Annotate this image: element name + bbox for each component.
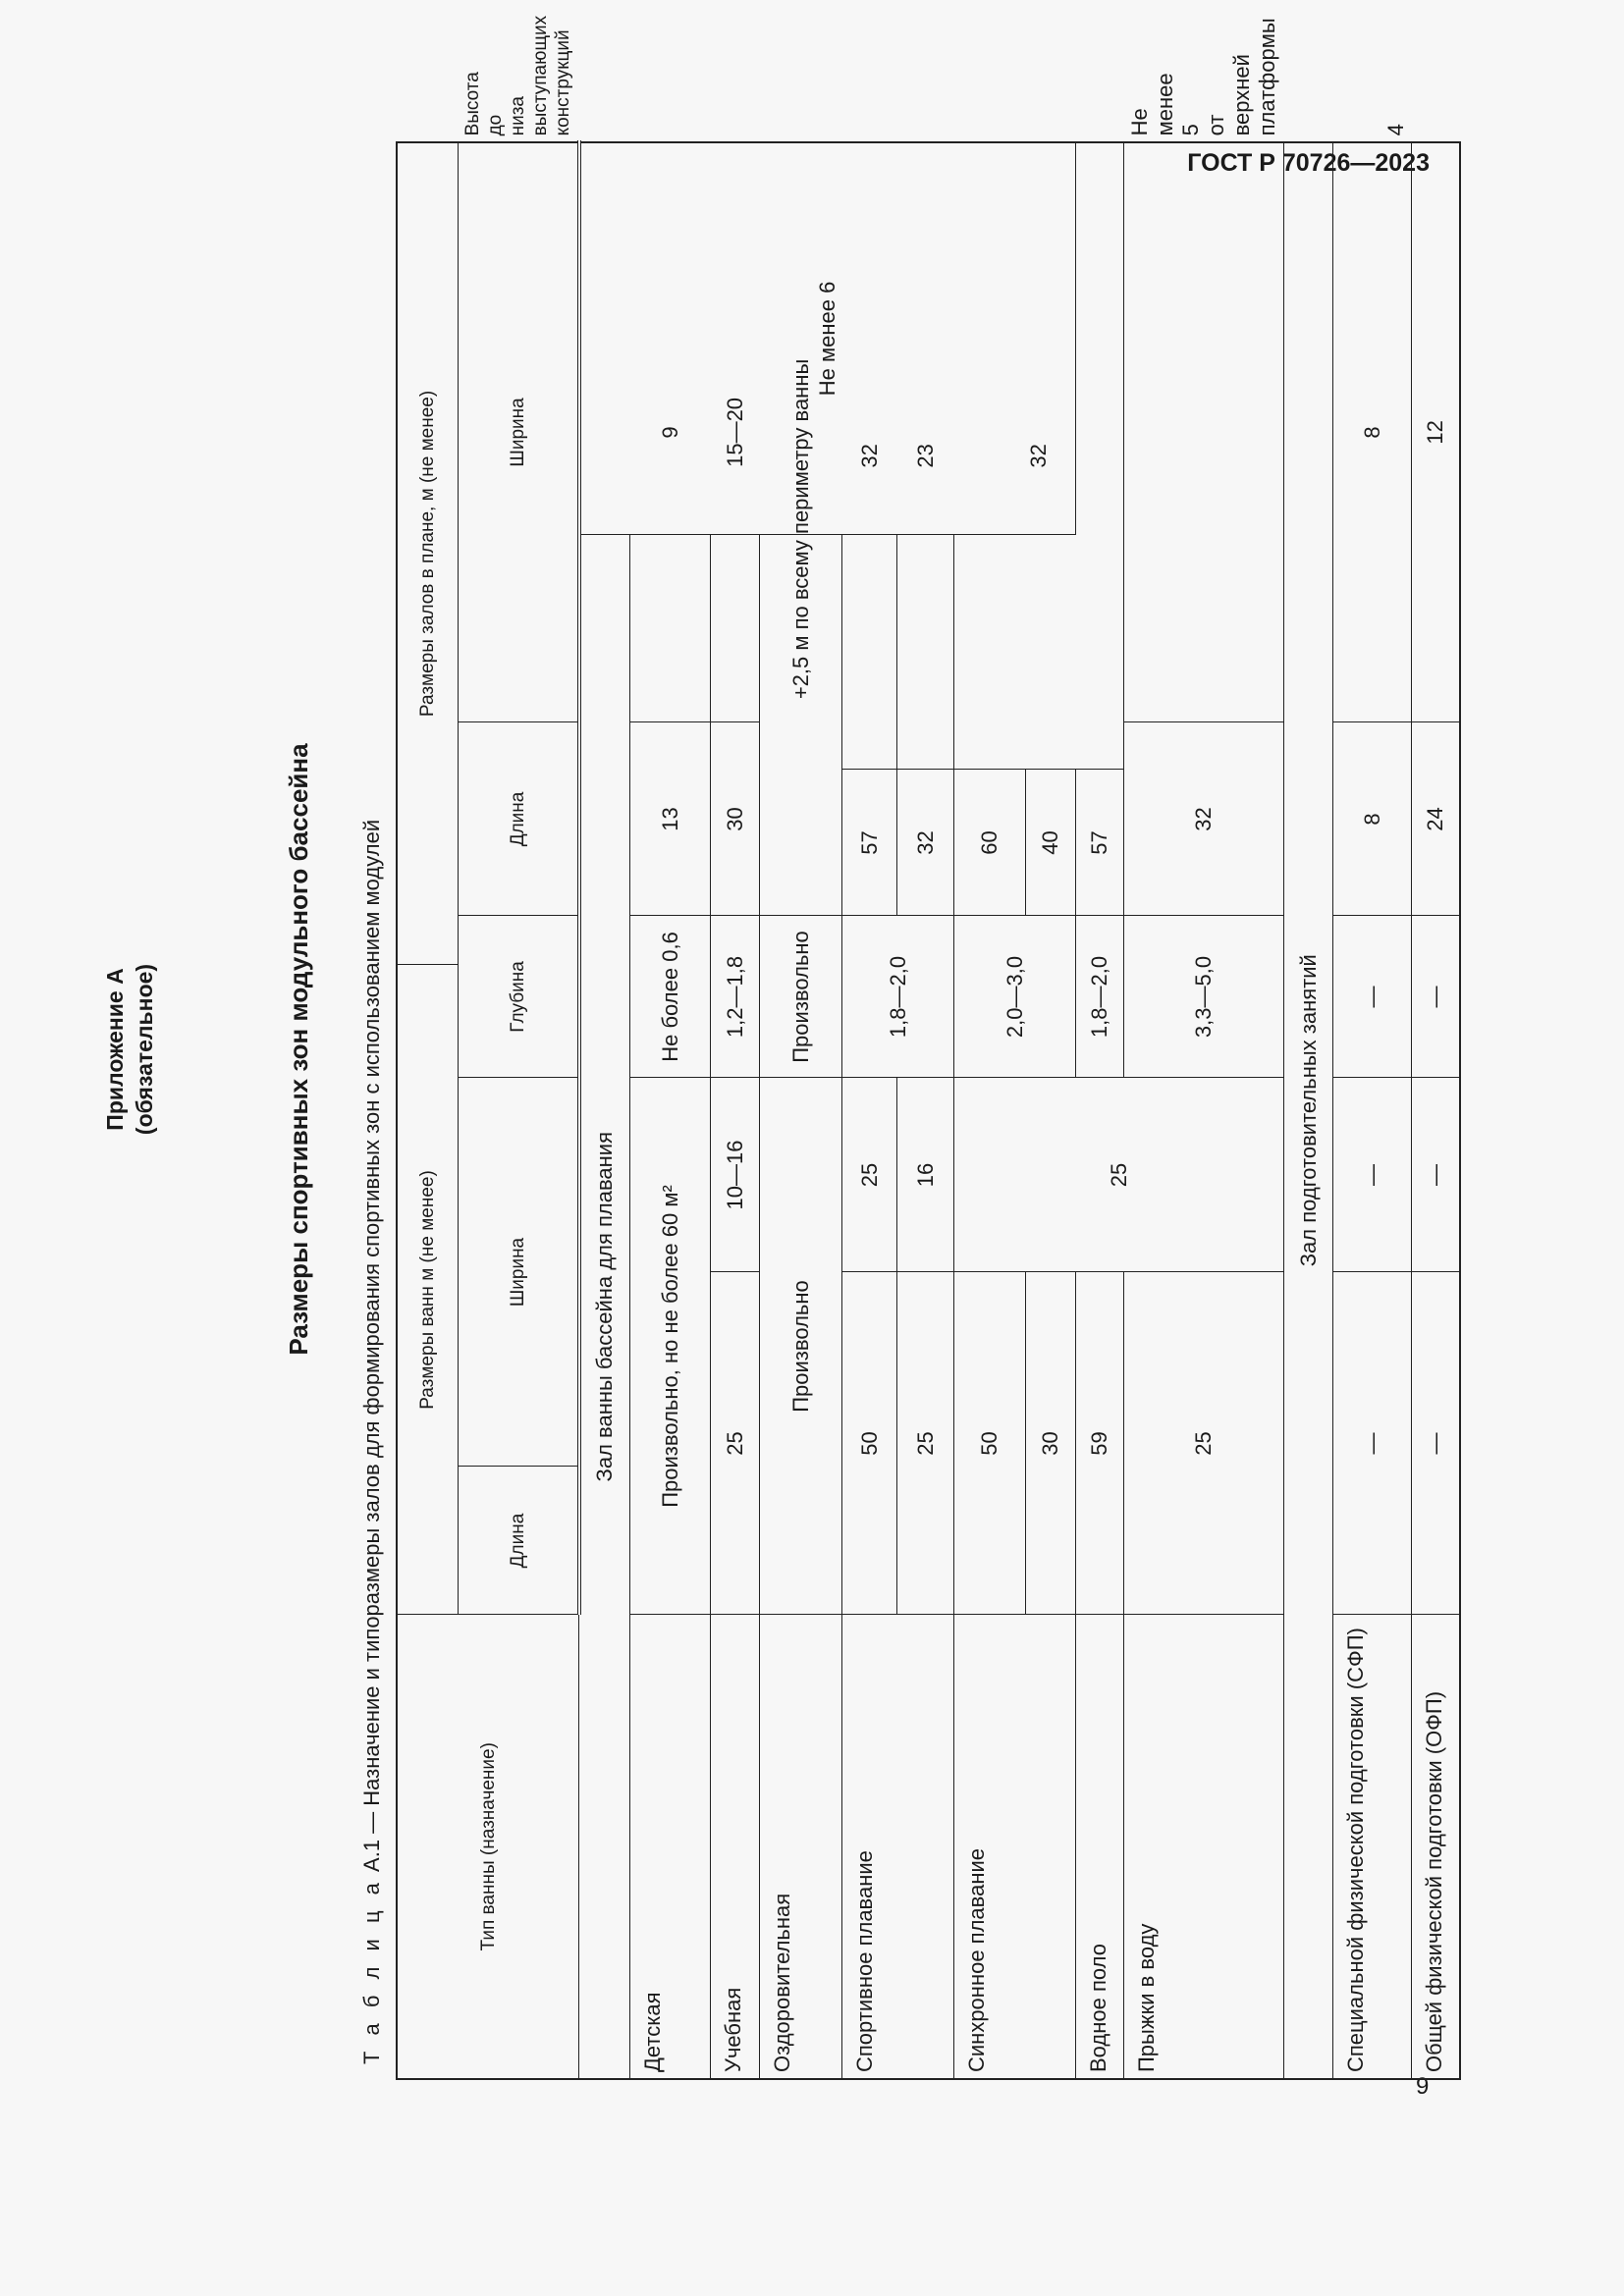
header-hall-width: Ширина — [458, 142, 579, 722]
cell-hall-width-shared: 32 — [954, 142, 1124, 770]
cell-hall-length: 30 — [711, 722, 760, 916]
cell-hall-width: 32 — [842, 142, 897, 770]
cell-width-shared: 25 — [954, 1078, 1284, 1272]
table-row — [954, 142, 1026, 2079]
row-type: Спортивное плавание — [842, 1615, 954, 2079]
page-number: 9 — [1416, 2073, 1430, 2100]
table-row: Прыжки в воду 25 3,3—5,0 32 Не менее 5 от верхней платформы — [1124, 142, 1284, 2079]
header-row-2: Длина Ширина Глубина Длина Ширина Высота до низа выступающих конструкций — [458, 142, 579, 2079]
cell-depth: Произвольно — [760, 916, 842, 1078]
cell-depth: 1,8—2,0 — [1076, 916, 1124, 1078]
table-row: Специальной физической подготовки (СФП) — — — 8 8 4 — [1333, 142, 1412, 2079]
section-pool-hall: Зал ванны бассейна для плавания — [579, 535, 630, 2079]
table-row — [630, 142, 711, 2079]
cell-width: — — [1412, 1078, 1460, 1272]
cell-length: 59 — [1076, 1272, 1124, 1615]
section-row-pool — [579, 142, 630, 2079]
cell-length: — — [1333, 1272, 1412, 1615]
cell-length: 50 — [954, 1272, 1026, 1615]
cell-hall-width: 8 — [1333, 142, 1412, 722]
cell-hall-width: 15—20 — [711, 142, 760, 722]
header-row-1 — [397, 142, 458, 2079]
cell-hall-width: 9 — [630, 142, 711, 722]
row-type: Оздоровительная — [760, 1615, 842, 2079]
cell-length: 25 — [711, 1272, 760, 1615]
cell-hall-length: 24 — [1412, 722, 1460, 916]
row-type: Специальной физической подготовки (СФП) — [1333, 1615, 1412, 2079]
cell-bath-size: Произвольно — [760, 1078, 842, 1615]
cell-hall-width-blank — [1124, 142, 1284, 722]
row-type: Прыжки в воду — [1124, 1615, 1284, 2079]
header-hall-length: Длина — [458, 722, 579, 916]
cell-hall-width: 23 — [897, 142, 954, 770]
cell-hall-width: 12 — [1412, 142, 1460, 722]
table-row — [842, 142, 897, 2079]
appendix-title: Приложение А — [102, 968, 128, 1131]
cell-height-6: Не менее 6 — [579, 142, 1076, 535]
row-type: Общей физической подготовки (ОФП) — [1412, 1615, 1460, 2079]
cell-depth: — — [1412, 916, 1460, 1078]
cell-depth: Не более 0,6 — [630, 916, 711, 1078]
table-caption — [359, 820, 385, 2064]
cell-depth: — — [1333, 916, 1412, 1078]
standard-number: ГОСТ Р 70726—2023 — [1187, 149, 1430, 177]
cell-hall-length: 60 — [954, 770, 1026, 916]
cell-depth: 3,3—5,0 — [1124, 916, 1284, 1078]
header-hall-sizes: Размеры залов в плане, м (не менее) — [397, 142, 458, 965]
cell-hall-length: 8 — [1333, 722, 1412, 916]
section-prep-hall: Зал подготовительных занятий — [1284, 142, 1333, 2079]
cell-width: 16 — [897, 1078, 954, 1272]
cell-bath-size: Произвольно, но не более 60 м² — [630, 1078, 711, 1615]
table-row — [760, 142, 842, 2079]
table-caption-prefix: Т а б л и ц а — [359, 1878, 384, 2064]
cell-hall-length: 57 — [842, 770, 897, 916]
cell-hall-length: 32 — [1124, 722, 1284, 916]
cell-width: 10—16 — [711, 1078, 760, 1272]
pool-sizes-table — [396, 15, 1461, 2080]
rotated-page-content — [101, 15, 1447, 2080]
section-row-prep — [1284, 142, 1333, 2079]
appendix-subtitle: (обязательное) — [132, 963, 157, 1136]
cell-hall-length: 13 — [630, 722, 711, 916]
row-type: Синхронное плавание — [954, 1615, 1076, 2079]
cell-width: 25 — [842, 1078, 897, 1272]
cell-hall-length: 32 — [897, 770, 954, 916]
table-row — [711, 142, 760, 2079]
header-length: Длина — [458, 1467, 579, 1615]
cell-hall-length: 57 — [1076, 770, 1124, 916]
cell-depth: 2,0—3,0 — [954, 916, 1076, 1078]
row-type: Детская — [630, 1615, 711, 2079]
row-type: Водное поло — [1076, 1615, 1124, 2079]
cell-depth: 1,2—1,8 — [711, 916, 760, 1078]
cell-depth: 1,8—2,0 — [842, 916, 954, 1078]
cell-length: 50 — [842, 1272, 897, 1615]
header-depth: Глубина — [458, 916, 579, 1078]
cell-length: 25 — [897, 1272, 954, 1615]
cell-length: 30 — [1026, 1272, 1076, 1615]
cell-length: 25 — [1124, 1272, 1284, 1615]
cell-width: — — [1333, 1078, 1412, 1272]
table-caption-text: А.1 — Назначение и типоразмеры залов для формирования спортивных зон с использованием модулей — [359, 819, 384, 1872]
cell-hall-size: +2,5 м по всему периметру ванны — [760, 142, 842, 916]
appendix-heading: Размеры спортивных зон модульного бассейна — [284, 743, 313, 1356]
header-bath-sizes: Размеры ванн м (не менее) — [397, 965, 458, 1615]
row-type: Учебная — [711, 1615, 760, 2079]
cell-hall-length: 40 — [1026, 770, 1076, 916]
table-row — [1412, 142, 1460, 2079]
header-type: Тип ванны (назначение) — [397, 1615, 579, 2079]
header-width: Ширина — [458, 1078, 579, 1467]
cell-length: — — [1412, 1272, 1460, 1615]
